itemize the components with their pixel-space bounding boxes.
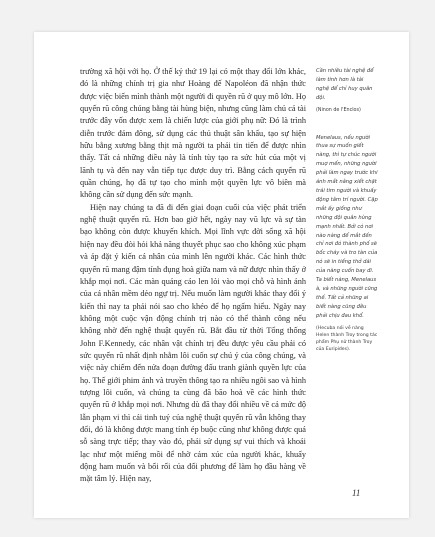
paragraph-1: trường xã hội với họ. Ở thế kỷ thứ 19 lại có một thay đổi lớn khác, đó là những chính trị gia như Hoàng đế Napoléon đã nhận thức được việc biến mình thành một người đi quyền rũ ở quy mô lớn. Họ quyến rũ công chúng bằng tài hùng biện, nhưng cũng làm chủ cả tài trước đây vốn được xem là chiến lược của giới phụ nữ: Đó là trình diễn trước đám đông, sử dụng các thủ thuật sân khấu, tạo sự hiện hữu bằng xương bằng thịt mà người ta phải tin tiến để được nhìn thấy. Tất cả những điều này là tính tùy tạo ra sức hút của một vị lãnh tụ và đến nay vẫn tiếp tục được duy trì. Bằng cách quyến rũ quần chúng, họ đã tự tạo cho mình một quyền lực vô biên mà không cần sử dụng đến sức mạnh. bbox=[80, 67, 306, 200]
margin-quote-1: Cần nhiều tài nghệ để làm tình hơn là tài nghệ để chỉ huy quân đội. bbox=[316, 68, 374, 101]
margin-quote-2: Menelaus, nếu người thua sự muốn giết nàng, thì tự chúc người muợ mến, những người phải làm ngay trước khi ánh mắt nâng xiết chặt trái tim người và khuấy động tâm trí người. Cặp mắt ấy giống như những đội quân hùng mạnh nhất. Bởi có nơi nào nàng để mắt đến chỉ nơi đó thành phố sẽ bốc cháy và tro tàn của nó sẽ in tiếng thở dài của nàng cuốn bay đi. Ta biết nàng, Menelaus à, và những người cũng thế. Tất cả những ai biết nàng cũng đều phải chịu đau khổ. bbox=[316, 134, 378, 319]
margin-notes bbox=[316, 67, 378, 357]
page-number: 11 bbox=[352, 488, 361, 498]
book-page bbox=[34, 32, 409, 518]
margin-quote-1-attribution: (Ninon de l'Enclos) bbox=[316, 107, 361, 113]
paragraph-2: Hiện nay chúng ta đã đi đến giai đoạn cuối của việc phát triển nghệ thuật quyến rũ. Hơn bao giờ hết, ngày nay vũ lực và sự tàn bạo không còn được khuyến khích. Mọi lĩnh vực đời sống xã hội hiện nay đều đòi hỏi khả năng thuyết phục sao cho không xúc phạm và áp đặt ý kiến cá nhân của mình lên người khác. Các hình thức quyến rũ mang đậm tính đụng hoà giữa nam và nữ được nhìn thấy ở khắp mọi nơi. Các màn quảng cáo len lỏi vào mọi chỗ và hình ảnh của cá nhân mềm dẻo ngự trị. Nếu muốn làm người khác thay đổi ý kiến thì nay ta phải nói sao cho khéo để họ ngấm hiểu. Ngày nay không một cuộc vận động chính trị nào có thể thành công nếu không nhờ đến nghệ thuật quyến rũ. Bắt đầu từ thời Tổng thống John F.Kennedy, các nhân vật chính trị đều được yêu cầu phải có sức quyến rũ nhất định nhằm lôi cuốn sự chú ý của công chúng, và việc này chiếm đến nửa đoạn đường đấu tranh giành quyền lực của họ. Thế giới phim ảnh và truyền thông tạo ra nhiều ngôi sao và hình tượng lôi cuốn, và chúng ta cùng đã bão hoà về các hình thức quyến rũ ở khắp mọi nơi. Nhưng dù đã thay đổi nhiều về cả mức độ lẫn phạm vi thì cái tinh tuý của nghệ thuật quyến rũ vẫn không thay đổi, đó là không được mang tính ép buộc cũng như không được quá sỗ sàng trực tiếp; thay vào đó, phải sử dụng sự vui thích và khoái lạc như một miếng mồi để nhờ cảm xúc của người khác, khuấy động ham muốn và bối rối của đối phương để làm họ đầu hàng về mặt tâm lý. Hiện nay, bbox=[80, 202, 306, 484]
main-text-column bbox=[80, 66, 306, 486]
margin-quote-2-source: (Hecuba nói về nàng Helen thành Troy trong tác phẩm Phụ nữ thành Troy của Euripides). bbox=[316, 325, 378, 352]
